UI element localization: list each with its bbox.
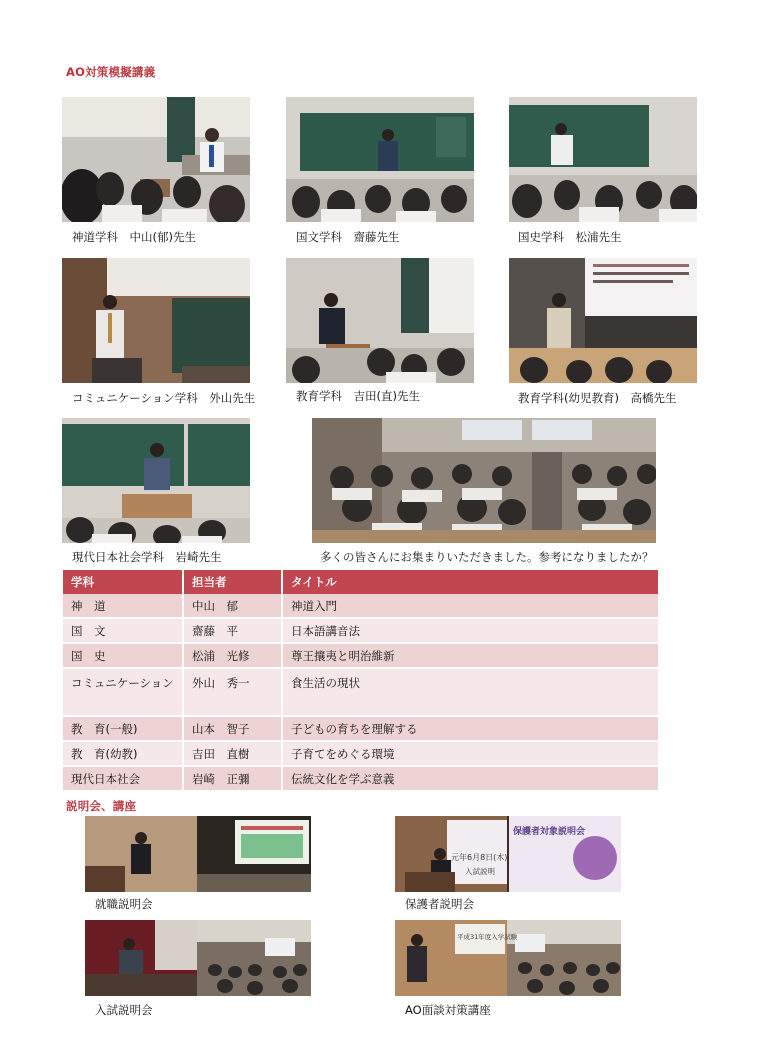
section-title-briefings: 説明会、講座 — [66, 799, 137, 813]
header-department: 学科 — [63, 570, 183, 594]
caption-parents-briefing: 保護者説明会 — [405, 897, 474, 911]
caption-admissions-briefing: 入試説明会 — [95, 1003, 153, 1017]
cell-lecturer: 岩崎 正彌 — [183, 766, 282, 791]
cell-lecturer: 外山 秀一 — [183, 668, 282, 716]
cell-lecturer: 中山 郁 — [183, 594, 282, 618]
photo-shinto-lecture — [62, 97, 250, 222]
slide-date-parents: 元年6月8日(木) — [451, 853, 508, 862]
caption-japanese-lit: 国文学科 齋藤先生 — [296, 230, 400, 244]
cell-title: 子育てをめぐる環境 — [282, 741, 659, 766]
photo-ao-interview-seminar — [395, 920, 621, 996]
table-row — [63, 594, 659, 618]
header-lecturer: 担当者 — [183, 570, 282, 594]
header-title: タイトル — [282, 570, 659, 594]
cell-title: 食生活の現状 — [282, 668, 659, 716]
photo-japanese-lit-lecture — [286, 97, 474, 222]
caption-modern-society: 現代日本社会学科 岩崎先生 — [72, 550, 222, 564]
cell-department: コミュニケーション — [63, 668, 183, 716]
caption-education: 教育学科 吉田(直)先生 — [296, 389, 420, 403]
cell-department: 教 育(一般) — [63, 716, 183, 741]
cell-title: 尊王攘夷と明治維新 — [282, 643, 659, 668]
cell-department: 国 文 — [63, 618, 183, 643]
slide-title-ao: 平成31年度入学試験 — [457, 933, 518, 941]
cell-department: 国 史 — [63, 643, 183, 668]
slide-sub-parents: 入試説明 — [465, 867, 495, 876]
photo-education-lecture — [286, 258, 474, 383]
photo-japanese-history-lecture — [509, 97, 697, 222]
table-row — [63, 618, 659, 643]
photo-admissions-briefing — [85, 920, 311, 996]
table-header-row — [63, 570, 659, 594]
cell-lecturer: 吉田 直樹 — [183, 741, 282, 766]
section-title-mock-lectures: AO対策模擬講義 — [66, 65, 156, 79]
caption-japanese-history: 国史学科 松浦先生 — [518, 230, 622, 244]
cell-lecturer: 松浦 光修 — [183, 643, 282, 668]
caption-communication: コミュニケーション学科 外山先生 — [72, 391, 256, 405]
table-row — [63, 741, 659, 766]
caption-ao-interview-seminar: AO面談対策講座 — [405, 1003, 491, 1017]
caption-shinto: 神道学科 中山(郁)先生 — [72, 230, 196, 244]
caption-early-childhood: 教育学科(幼児教育) 高橋先生 — [518, 391, 677, 405]
cell-title: 子どもの育ちを理解する — [282, 716, 659, 741]
cell-lecturer: 山本 智子 — [183, 716, 282, 741]
cell-department: 教 育(幼教) — [63, 741, 183, 766]
caption-career-briefing: 就職説明会 — [95, 897, 153, 911]
caption-audience: 多くの皆さんにお集まりいただきました。参考になりましたか？ — [320, 550, 654, 564]
cell-title: 伝統文化を学ぶ意義 — [282, 766, 659, 791]
table-row — [63, 668, 659, 716]
table-row — [63, 716, 659, 741]
table-row — [63, 643, 659, 668]
cell-lecturer: 齋藤 平 — [183, 618, 282, 643]
photo-early-childhood-lecture — [509, 258, 697, 383]
photo-communication-lecture — [62, 258, 250, 383]
cell-title: 神道入門 — [282, 594, 659, 618]
photo-parents-briefing — [395, 816, 621, 892]
table-row — [63, 766, 659, 791]
photo-modern-society-lecture — [62, 418, 250, 543]
cell-department: 現代日本社会 — [63, 766, 183, 791]
lecture-schedule-table — [63, 570, 660, 792]
photo-career-briefing — [85, 816, 311, 892]
cell-title: 日本語講音法 — [282, 618, 659, 643]
slide-title-parents: 保護者対象説明会 — [513, 827, 586, 837]
photo-audience-hall — [312, 418, 656, 543]
cell-department: 神 道 — [63, 594, 183, 618]
